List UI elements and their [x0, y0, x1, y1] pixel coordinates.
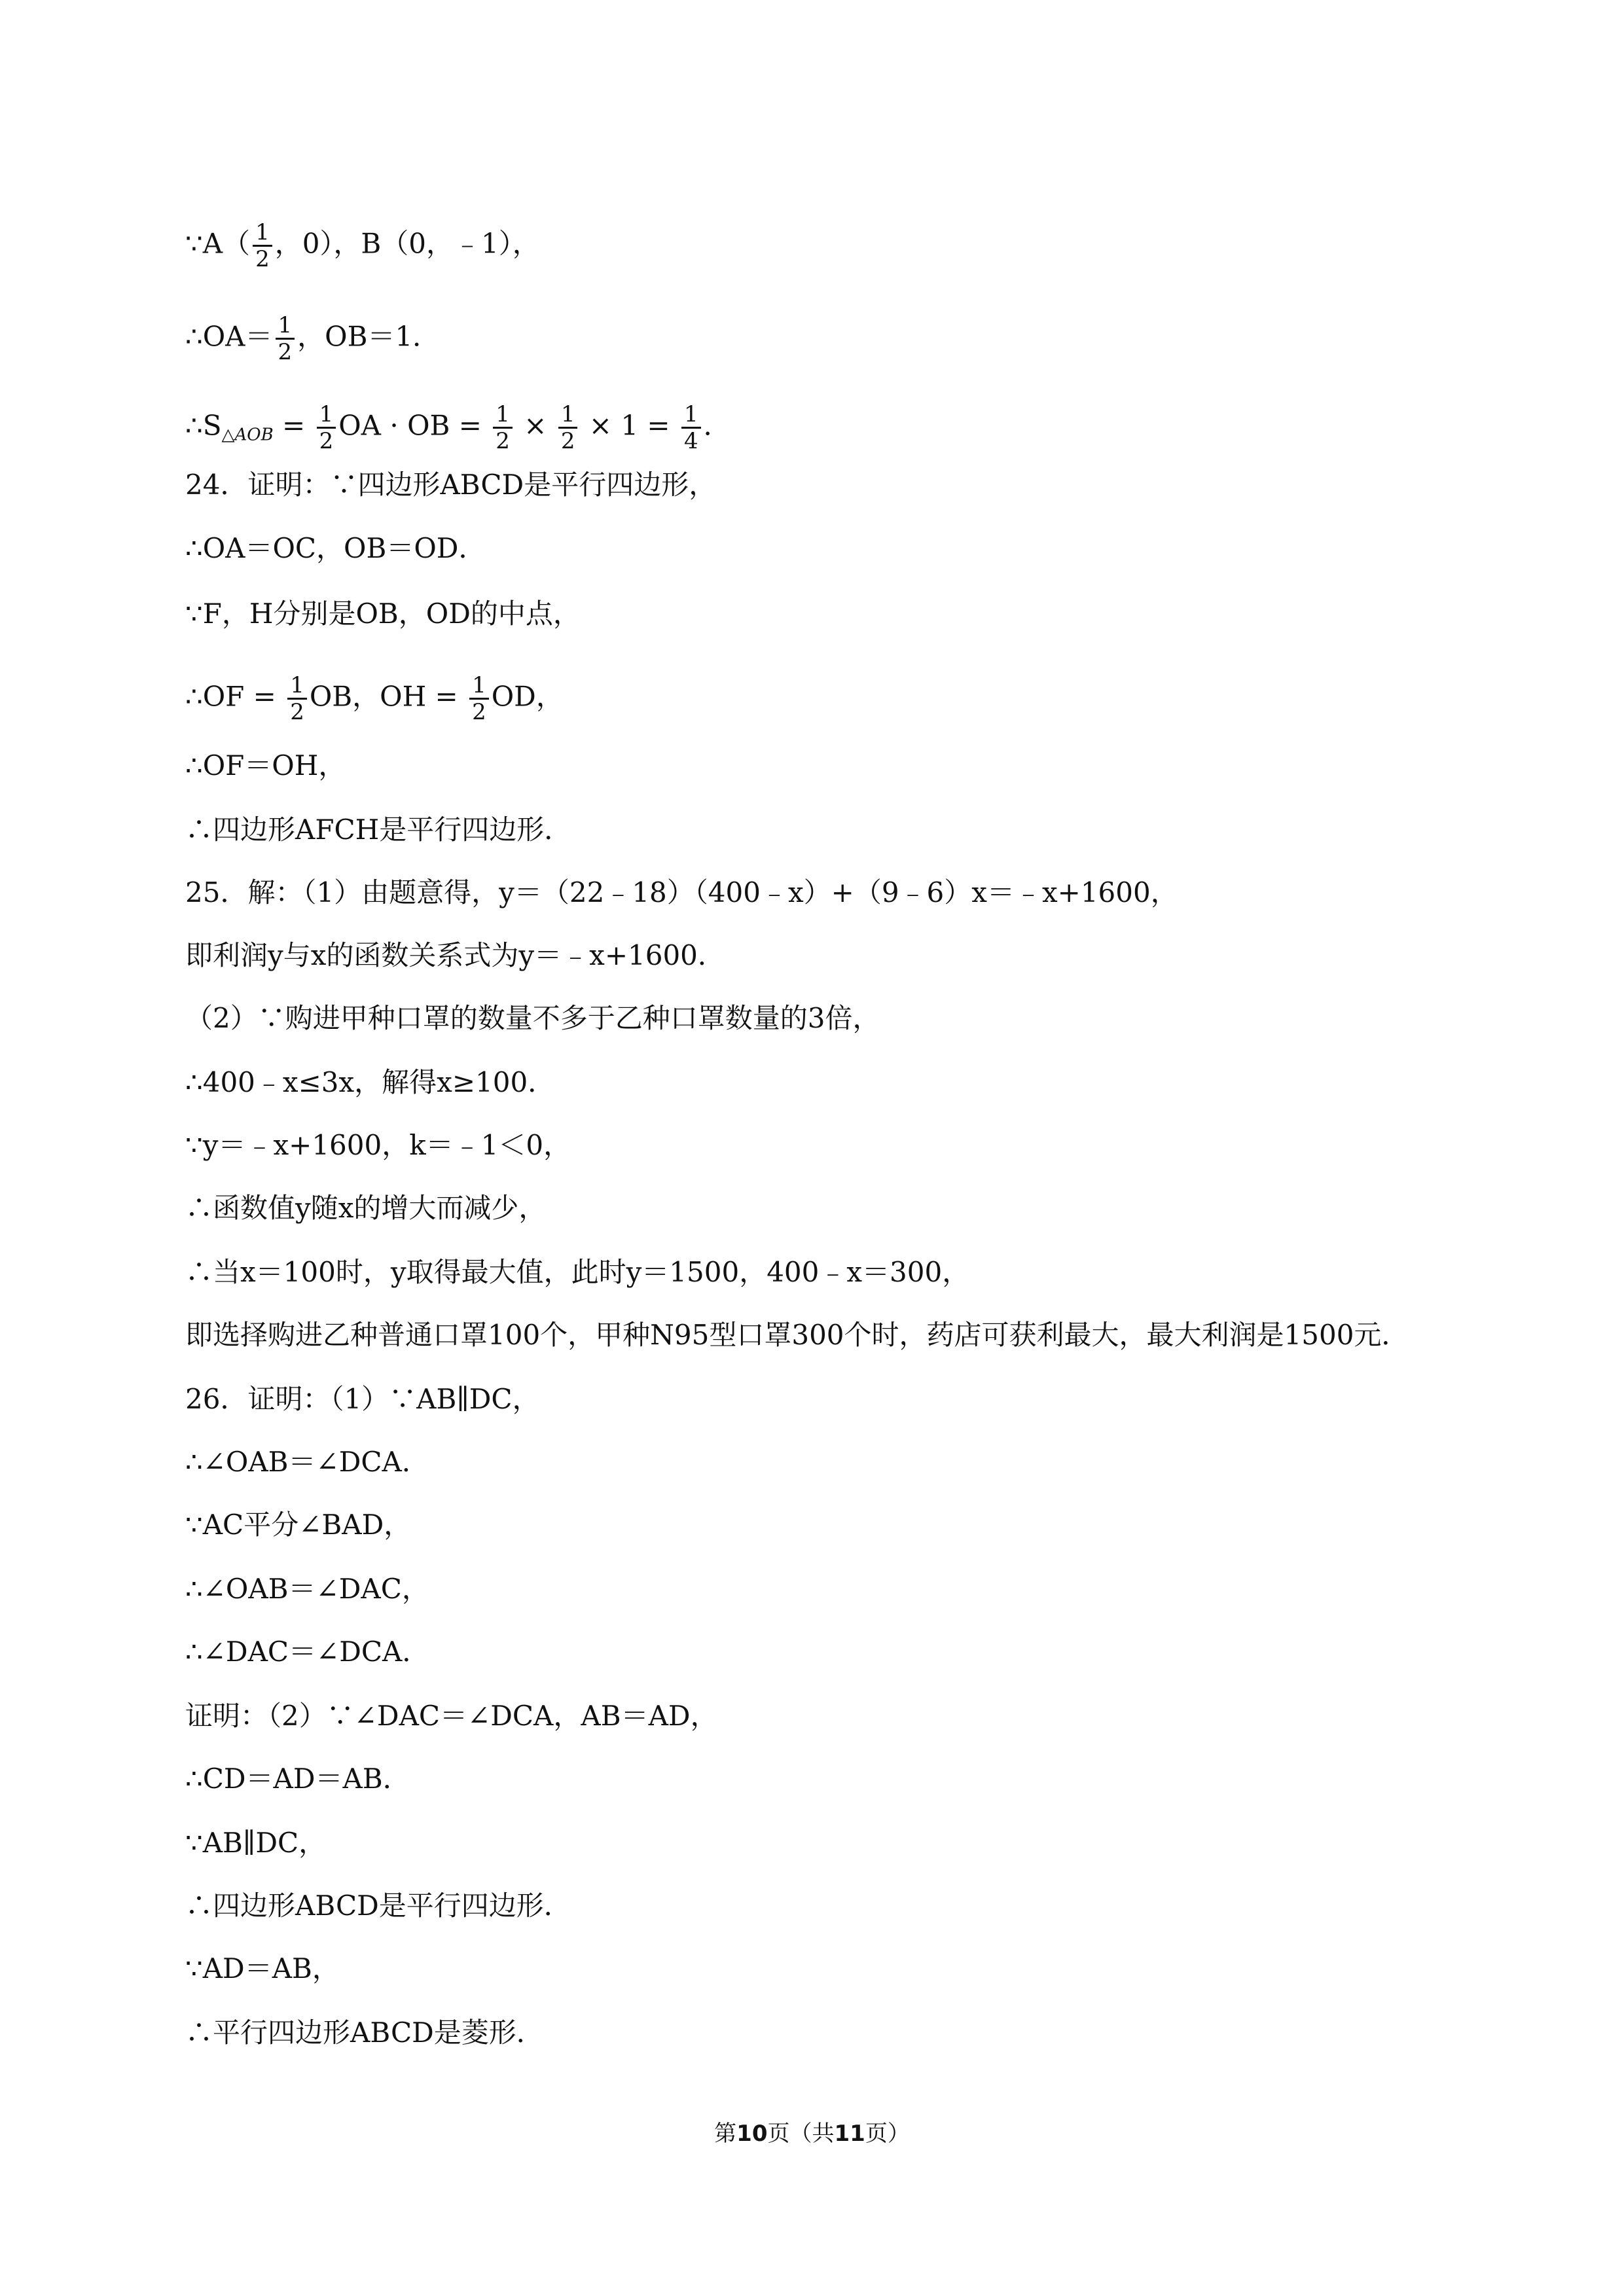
text-run: ，0），B（0，﹣1），	[274, 227, 540, 260]
fraction-denominator: 2	[255, 246, 270, 272]
footer-prefix: 第	[714, 2121, 737, 2147]
fraction-denominator: 2	[319, 428, 334, 454]
text-run: OD，	[491, 680, 564, 713]
text-line: （2）∵购进甲种口罩的数量不多于乙种口罩数量的3倍，	[185, 1002, 880, 1034]
text-line: 即选择购进乙种普通口罩100个，甲种N95型口罩300个时，药店可获利最大，最大利润是1500元．	[185, 1319, 1409, 1351]
text-run: OB，OH =	[309, 680, 467, 713]
text-line: 证明：（2）∵∠DAC＝∠DCA，AB＝AD，	[185, 1700, 718, 1732]
fraction-numerator: 1	[681, 402, 701, 429]
fraction	[493, 402, 513, 454]
text-line: 25．解：（1）由题意得，y＝（22﹣18）（400﹣x）+（9﹣6）x＝﹣x+1600，	[185, 876, 1178, 908]
text-line: 26．证明：（1）∵AB∥DC，	[185, 1383, 540, 1415]
fraction-denominator: 4	[683, 428, 698, 454]
text-line: 24．证明：∵四边形ABCD是平行四边形，	[185, 469, 717, 501]
text-run: ．	[703, 409, 731, 442]
fraction-numerator: 1	[287, 673, 307, 700]
text-run: × 1 =	[580, 409, 679, 442]
text-line: ∴平行四边形ABCD是菱形．	[185, 2017, 544, 2049]
text-run: =	[273, 409, 314, 442]
footer-middle: 页（共	[767, 2121, 835, 2147]
text-line	[185, 673, 1519, 725]
text-line: ∴∠OAB＝∠DAC，	[185, 1573, 429, 1605]
text-line: ∴∠OAB＝∠DCA．	[185, 1446, 429, 1478]
footer-suffix: 页）	[865, 2121, 910, 2147]
fraction-denominator: 2	[290, 699, 304, 725]
text-line: 即利润y与x的函数关系式为y＝﹣x+1600．	[185, 939, 725, 971]
text-run: ∴OA＝	[185, 320, 273, 353]
fraction	[469, 673, 489, 725]
text-line	[185, 220, 1519, 272]
fraction-numerator: 1	[558, 402, 578, 429]
text-line: ∴四边形AFCH是平行四边形．	[185, 814, 572, 846]
fraction	[287, 673, 307, 725]
text-line: ∵AC平分∠BAD，	[185, 1509, 412, 1541]
fraction-numerator: 1	[469, 673, 489, 700]
text-line: ∴400﹣x≤3x，解得x≥100．	[185, 1066, 556, 1098]
footer-total-pages: 11	[834, 2121, 865, 2147]
text-line: ∵F，H分别是OB，OD的中点，	[185, 598, 581, 630]
text-run: ∵A（	[185, 227, 251, 260]
text-line: ∵AD＝AB，	[185, 1952, 340, 1984]
text-line	[185, 313, 1519, 365]
fraction	[253, 220, 272, 272]
fraction-denominator: 2	[560, 428, 575, 454]
fraction-numerator: 1	[253, 220, 272, 247]
text-line: ∴当x＝100时，y取得最大值，此时y＝1500，400﹣x＝300，	[185, 1256, 970, 1288]
fraction-denominator: 2	[278, 339, 293, 365]
fraction	[317, 402, 336, 454]
fraction-numerator: 1	[276, 313, 295, 340]
text-run: OA · OB =	[338, 409, 491, 442]
text-run: ∴OF =	[185, 680, 285, 713]
text-line: ∵y＝﹣x+1600，k＝﹣1＜0，	[185, 1129, 571, 1161]
text-line: ∵AB∥DC，	[185, 1827, 327, 1859]
text-line: ∴CD＝AD＝AB．	[185, 1763, 410, 1795]
subscript: △AOB	[221, 425, 274, 445]
text-line: ∴OA＝OC，OB＝OD．	[185, 532, 486, 564]
text-run: ∴S	[185, 409, 222, 442]
page-footer	[0, 2115, 1624, 2147]
text-run: ×	[514, 409, 556, 442]
text-line: ∴四边形ABCD是平行四边形．	[185, 1890, 571, 1922]
fraction-numerator: 1	[493, 402, 513, 429]
fraction	[558, 402, 578, 454]
text-run: ，OB＝1．	[297, 320, 441, 353]
fraction	[276, 313, 295, 365]
fraction-numerator: 1	[317, 402, 336, 429]
fraction	[681, 402, 701, 454]
text-line	[185, 402, 1519, 454]
fraction-denominator: 2	[496, 428, 510, 454]
text-line: ∴∠DAC＝∠DCA．	[185, 1636, 430, 1668]
fraction-denominator: 2	[472, 699, 486, 725]
text-line: ∴OF＝OH，	[185, 749, 346, 781]
text-line: ∴函数值y随x的增大而减少，	[185, 1192, 547, 1224]
footer-page-number: 10	[736, 2121, 768, 2147]
